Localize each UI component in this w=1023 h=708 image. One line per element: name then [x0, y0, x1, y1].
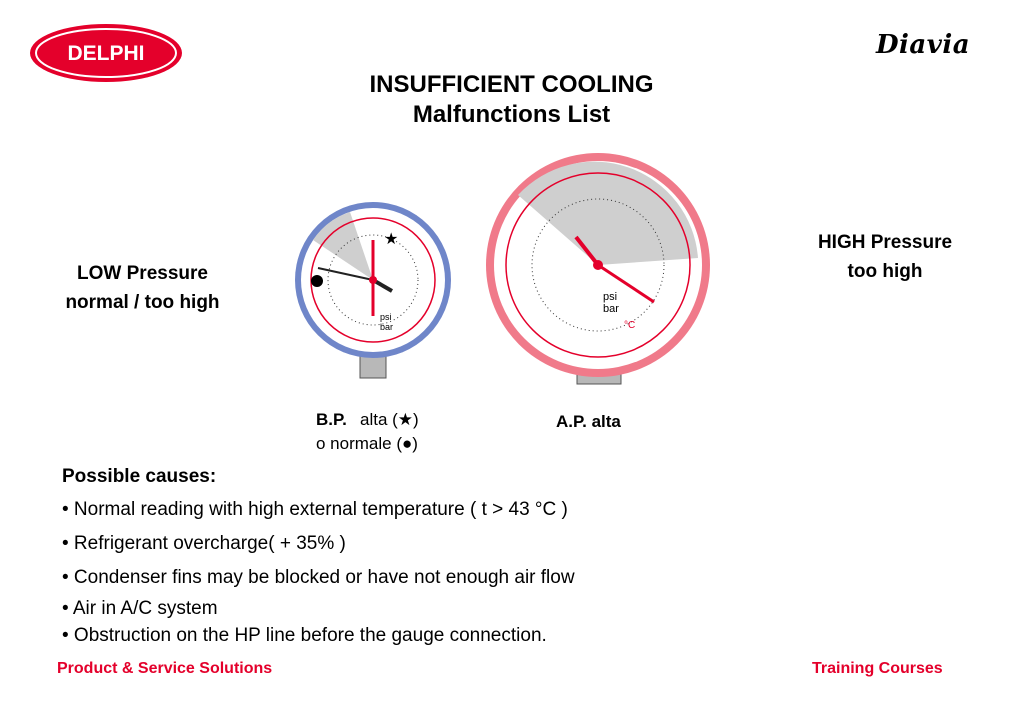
star-icon: ★	[384, 231, 399, 248]
high-pressure-line-1: HIGH Pressure	[817, 232, 953, 253]
low-gauge-caption-text-1: alta (★)	[360, 410, 419, 429]
high-gauge-unit-psi: psi	[603, 291, 618, 303]
normal-dot-icon	[311, 275, 323, 287]
gauges-illustration	[280, 140, 720, 460]
cause-item: • Air in A/C system	[62, 598, 218, 619]
possible-causes	[62, 461, 782, 649]
causes-heading: Possible causes:	[62, 466, 217, 487]
low-gauge-unit-psi: psi	[380, 312, 392, 322]
cause-item: • Refrigerant overcharge( + 35% )	[62, 533, 346, 554]
low-pressure-label	[30, 259, 255, 317]
footer-right: Training Courses	[812, 660, 943, 677]
low-gauge-unit-bar: bar	[380, 322, 394, 332]
diavia-logo: Diavia	[876, 30, 971, 60]
low-pressure-gauge	[295, 202, 451, 378]
low-pressure-line-2: normal / too high	[65, 292, 220, 313]
delphi-logo-text: DELPHI	[67, 42, 145, 65]
footer-left: Product & Service Solutions	[57, 660, 273, 677]
cause-item: • Condenser fins may be blocked or have not enough air flow	[62, 567, 575, 588]
high-gauge-unit-bar: bar	[603, 303, 619, 315]
high-pressure-gauge	[486, 153, 710, 384]
low-gauge-caption-text-2: o normale (●)	[316, 434, 418, 453]
high-gauge-caption: A.P. alta	[556, 412, 621, 431]
cause-item: • Obstruction on the HP line before the gauge connection.	[62, 625, 547, 646]
title-line-2: Malfunctions List	[412, 101, 611, 128]
low-pressure-line-1: LOW Pressure	[77, 263, 208, 284]
page-title	[0, 70, 1023, 130]
high-pressure-label	[775, 228, 995, 286]
cause-item: • Normal reading with high external temperature ( t > 43 °C )	[62, 499, 568, 520]
low-gauge-caption-label: B.P.	[316, 410, 347, 429]
high-gauge-unit-celsius: °C	[624, 320, 636, 331]
title-line-1: INSUFFICIENT COOLING	[369, 71, 654, 98]
high-pressure-line-2: too high	[847, 261, 923, 282]
